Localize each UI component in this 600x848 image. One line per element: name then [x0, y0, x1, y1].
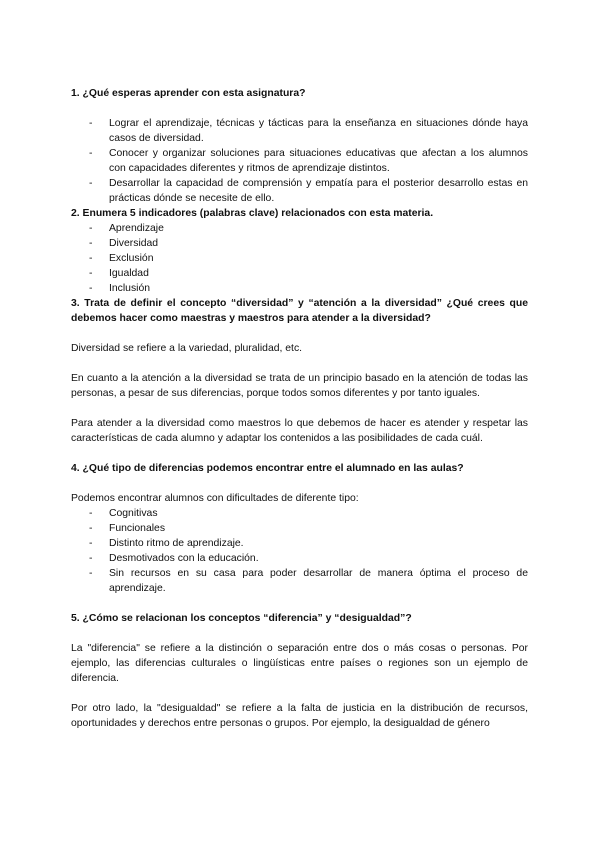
document-content — [71, 86, 528, 746]
question-2-heading: 2. Enumera 5 indicadores (palabras clave) relacionados con esta materia. — [71, 208, 434, 219]
paragraph: En cuanto a la atención a la diversidad se trata de un principio basado en la atención de todas las personas, a pesar de sus diferencias, porque todos somos diferentes y por tanto iguales. — [71, 373, 528, 399]
list-item: - Desmotivados con la educación. — [71, 551, 528, 566]
list-item: - Aprendizaje — [71, 221, 528, 236]
question-5-heading: 5. ¿Cómo se relacionan los conceptos “diferencia” y “desigualdad”? — [71, 613, 412, 624]
list-item: - Desarrollar la capacidad de comprensión y empatía para el posterior desarrollo estas en prácticas dónde se necesite de ello. — [71, 176, 528, 206]
list-item: - Diversidad — [71, 236, 528, 251]
question-1-heading: 1. ¿Qué esperas aprender con esta asignatura? — [71, 88, 306, 99]
list-item: - Funcionales — [71, 521, 528, 536]
paragraph: La "diferencia" se refiere a la distinción o separación entre dos o más cosas o personas. Por ejemplo, las diferencias culturales o lingüísticas entre países o regiones son un ejemplo de diferencia. — [71, 643, 528, 684]
list-item: - Sin recursos en su casa para poder desarrollar de manera óptima el proceso de aprendizaje. — [71, 566, 528, 596]
list-item: - Lograr el aprendizaje, técnicas y tácticas para la enseñanza en situaciones dónde haya casos de diversidad. — [71, 116, 528, 146]
question-4-heading: 4. ¿Qué tipo de diferencias podemos encontrar entre el alumnado en las aulas? — [71, 463, 464, 474]
paragraph: Diversidad se refiere a la variedad, pluralidad, etc. — [71, 343, 303, 354]
list-item: - Cognitivas — [71, 506, 528, 521]
list-item: - Conocer y organizar soluciones para situaciones educativas que afectan a los alumnos con capacidades diferentes y ritmos de aprendizaje distintos. — [71, 146, 528, 176]
paragraph: Por otro lado, la "desigualdad" se refiere a la falta de justicia en la distribución de recursos, oportunidades y derechos entre personas o grupos. Por ejemplo, la desigualdad de género — [71, 703, 528, 729]
list-item: - Exclusión — [71, 251, 528, 266]
paragraph: Podemos encontrar alumnos con dificultades de diferente tipo: — [71, 493, 359, 504]
list-item: - Distinto ritmo de aprendizaje. — [71, 536, 528, 551]
question-2-list — [71, 221, 528, 296]
question-4-list — [71, 506, 528, 596]
list-item: - Igualdad — [71, 266, 528, 281]
list-item: - Inclusión — [71, 281, 528, 296]
paragraph: Para atender a la diversidad como maestros lo que debemos de hacer es atender y respetar las características de cada alumno y adaptar los contenidos a las posibilidades de cada cuál. — [71, 418, 528, 444]
question-1-list — [71, 116, 528, 206]
question-3-heading: 3. Trata de definir el concepto “diversidad” y “atención a la diversidad” ¿Qué crees que debemos hacer como maestras y maestros para atender a la diversidad? — [71, 298, 528, 324]
